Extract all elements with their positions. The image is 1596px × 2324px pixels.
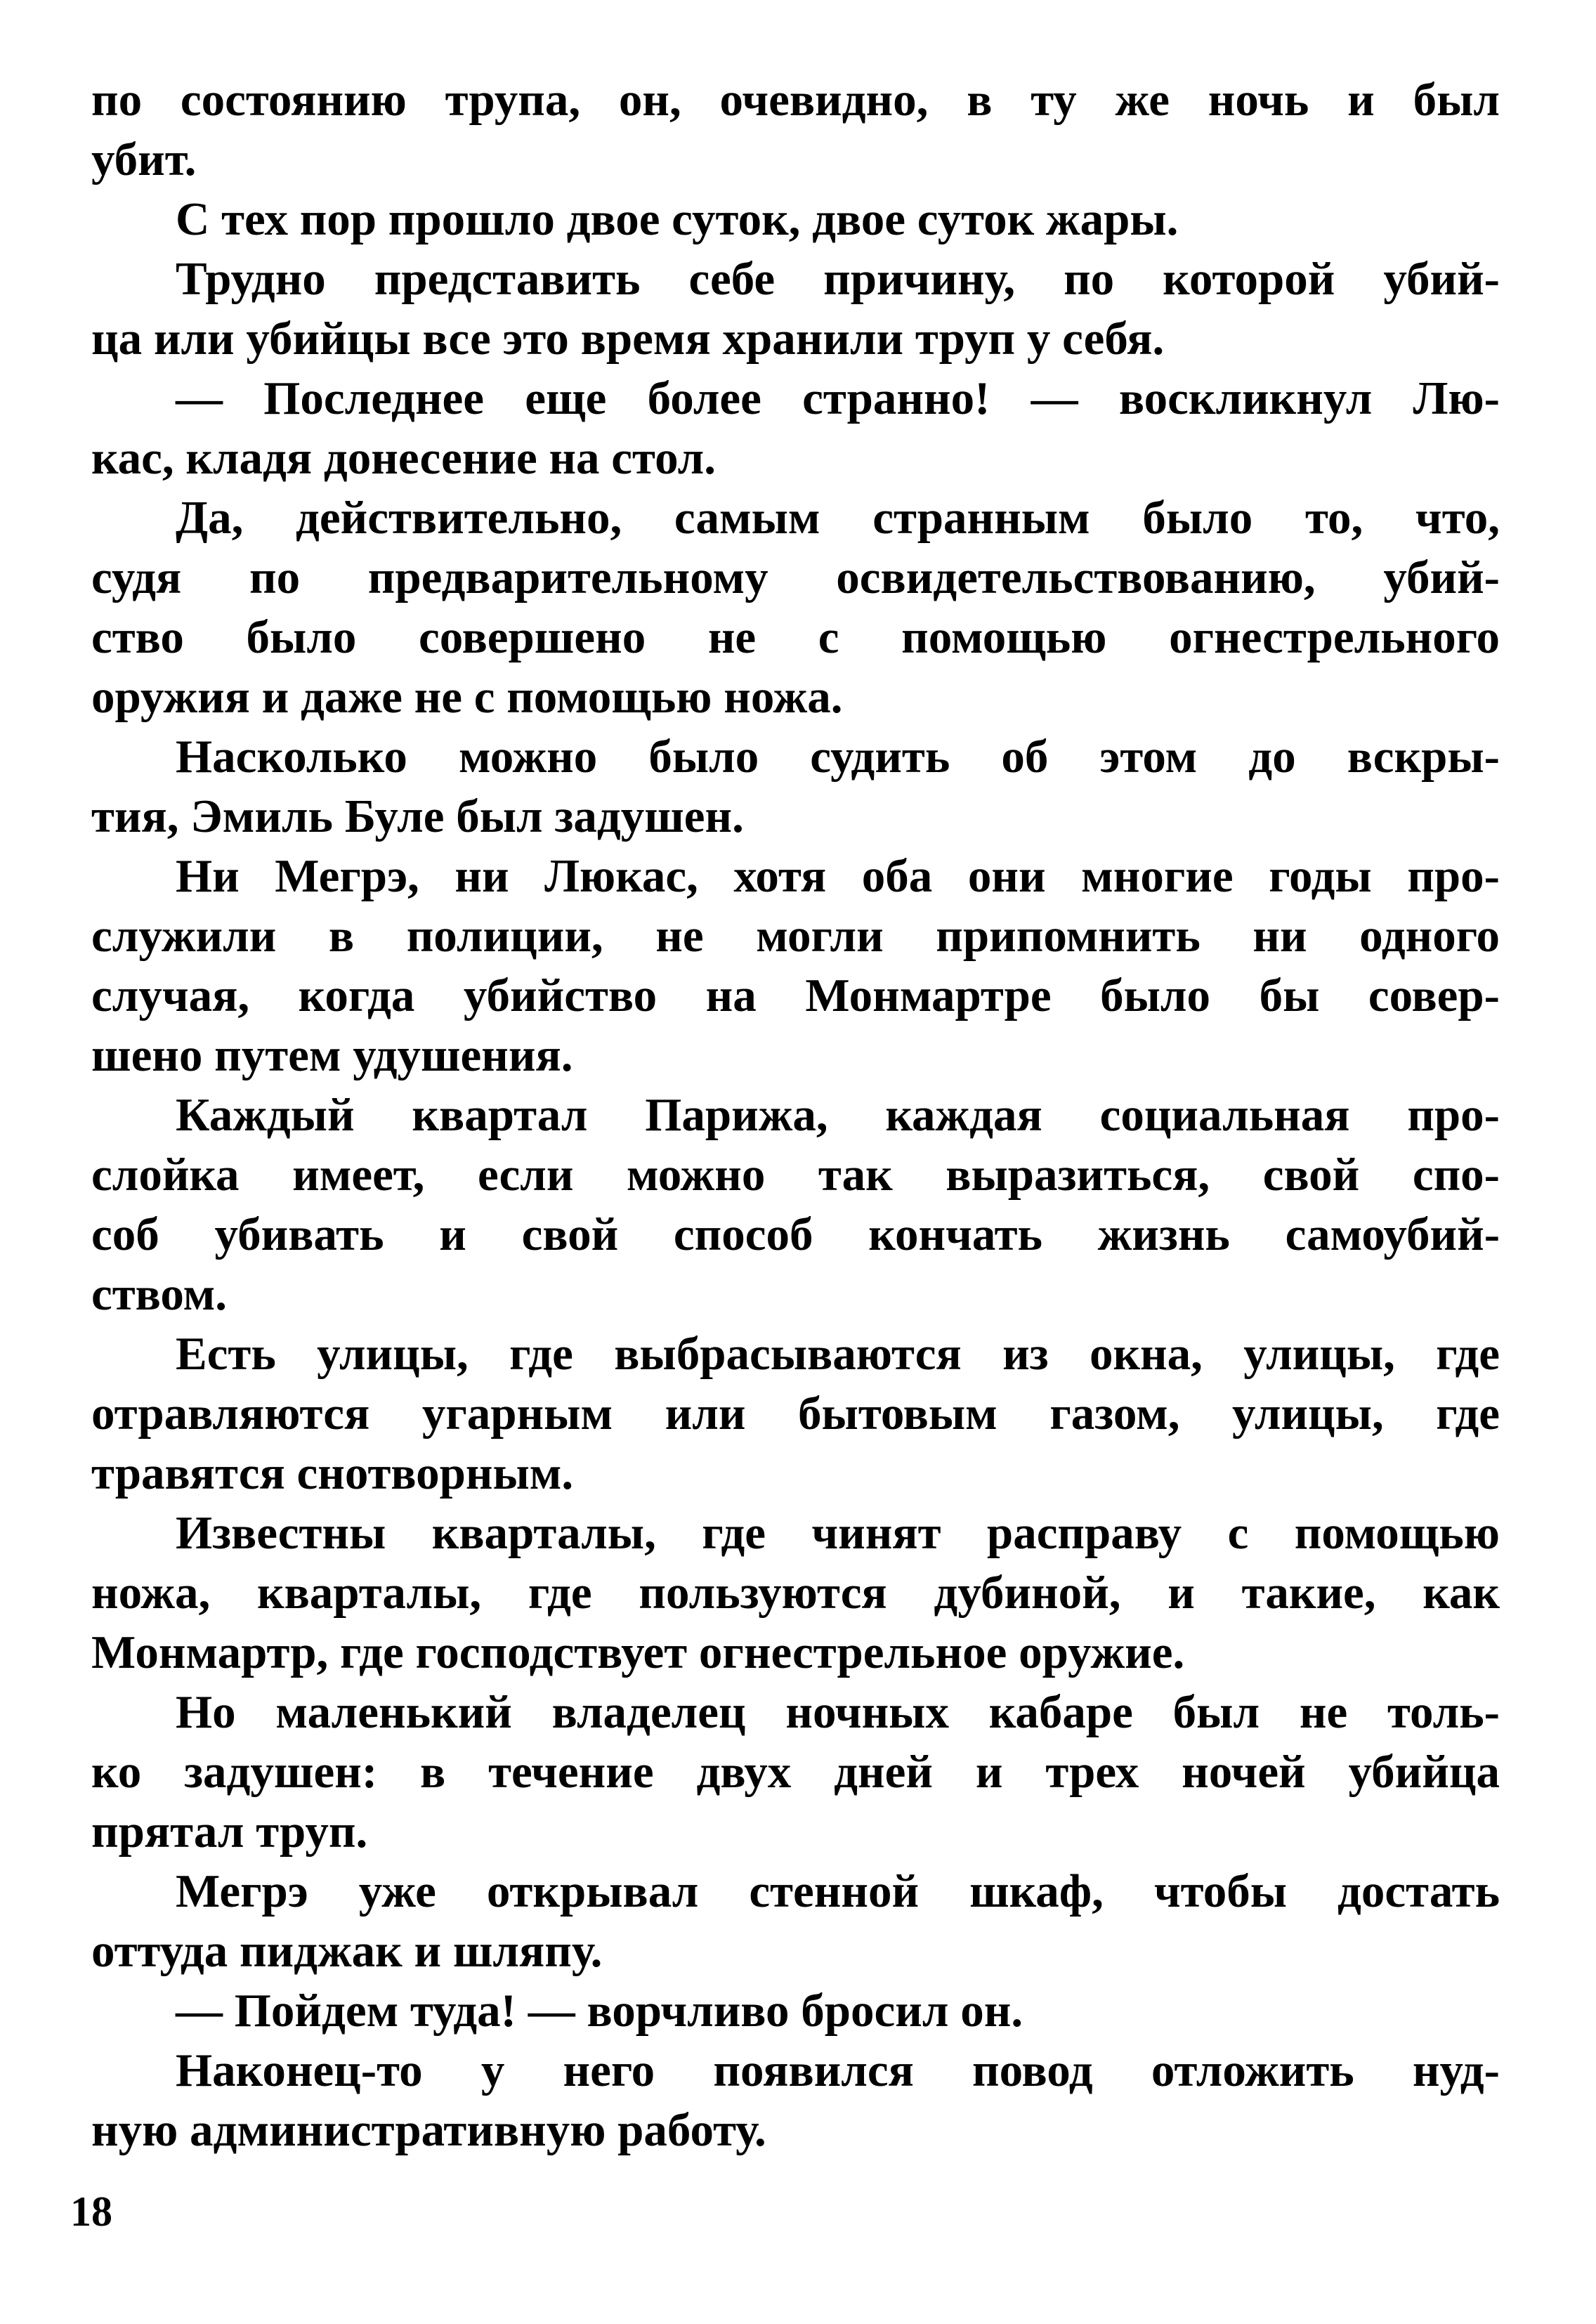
text-line: прятал труп.: [91, 1806, 368, 1858]
text-line: ную административную работу.: [91, 2104, 766, 2156]
text-line: оттуда пиджак и шляпу.: [91, 1925, 603, 1977]
text-line: — Пойдем туда! — ворчливо бросил он.: [176, 1985, 1023, 2037]
text-line: Мегрэ уже открывал стенной шкаф, чтобы достать: [176, 1865, 1500, 1917]
text-line: Ни Мегрэ, ни Люкас, хотя оба они многие годы про-: [176, 850, 1500, 902]
text-line: отравляются угарным или бытовым газом, улицы, где: [91, 1388, 1500, 1440]
text-line: по состоянию трупа, он, очевидно, в ту же ночь и был: [91, 74, 1500, 126]
text-line: Наконец-то у него появился повод отложить нуд-: [176, 2044, 1500, 2096]
text-line: ко задушен: в течение двух дней и трех ночей убийца: [91, 1746, 1500, 1798]
text-line: ножа, кварталы, где пользуются дубиной, и такие, как: [91, 1567, 1500, 1619]
text-line: тия, Эмиль Буле был задушен.: [91, 790, 744, 842]
text-line: ца или убийцы все это время хранили труп у себя.: [91, 313, 1165, 365]
text-line: соб убивать и свой способ кончать жизнь самоубий-: [91, 1208, 1500, 1260]
text-column: [91, 70, 1500, 2160]
text-line: служили в полиции, не могли припомнить ни одного: [91, 910, 1500, 962]
text-line: травятся снотворным.: [91, 1447, 574, 1499]
text-line: Монмартр, где господствует огнестрельное оружие.: [91, 1626, 1185, 1678]
text-line: случая, когда убийство на Монмартре было бы совер-: [91, 970, 1500, 1021]
text-line: оружия и даже не с помощью ножа.: [91, 671, 843, 723]
text-line: судя по предварительному освидетельствованию, убий-: [91, 551, 1500, 603]
text-line: ством.: [91, 1268, 227, 1320]
text-line: Есть улицы, где выбрасываются из окна, улицы, где: [176, 1328, 1500, 1380]
text-line: Насколько можно было судить об этом до вскры-: [176, 731, 1500, 783]
text-line: Каждый квартал Парижа, каждая социальная про-: [176, 1089, 1500, 1141]
text-line: шено путем удушения.: [91, 1029, 573, 1081]
text-line: С тех пор прошло двое суток, двое суток жары.: [176, 193, 1179, 245]
text-line: слойка имеет, если можно так выразиться, свой спо-: [91, 1149, 1500, 1201]
text-line: — Последнее еще более странно! — воскликнул Лю-: [176, 372, 1500, 424]
text-line: Трудно представить себе причину, по которой убий-: [176, 253, 1500, 305]
text-line: Но маленький владелец ночных кабаре был не толь-: [176, 1686, 1500, 1738]
text-line: Известны кварталы, где чинят расправу с помощью: [176, 1507, 1500, 1559]
text-line: убит.: [91, 133, 197, 185]
text-line: Да, действительно, самым странным было то, что,: [176, 492, 1500, 544]
page-number: 18: [70, 2188, 112, 2235]
text-line: кас, кладя донесение на стол.: [91, 432, 717, 484]
text-line: ство было совершено не с помощью огнестрельного: [91, 611, 1500, 663]
